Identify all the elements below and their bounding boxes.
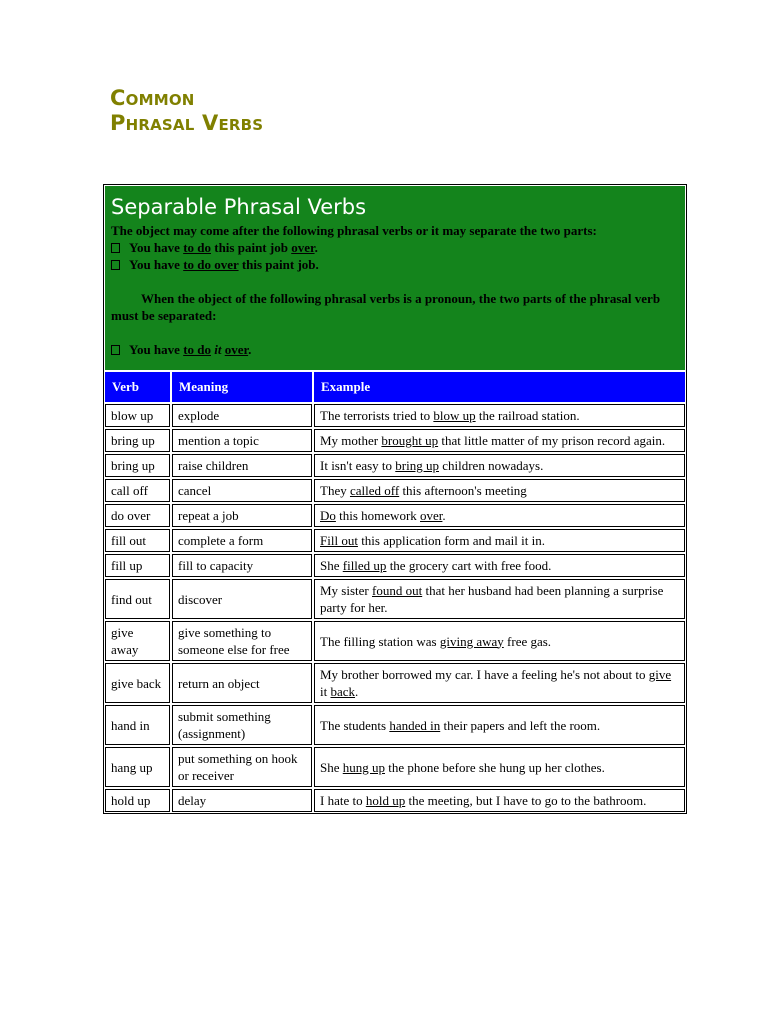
table-row bbox=[105, 404, 685, 427]
example-cell bbox=[314, 504, 685, 527]
title-line-2: Phrasal Verbs bbox=[110, 111, 264, 135]
example-2: You have to do over this paint job. bbox=[111, 256, 679, 273]
phrasal-verb-underlined: give bbox=[648, 667, 672, 682]
example-text: the phone before she hung up her clothes. bbox=[385, 759, 605, 775]
meaning-cell: repeat a job bbox=[172, 504, 312, 527]
bullet-box-icon bbox=[111, 243, 120, 253]
pronoun-rule-text: When the object of the following phrasal verbs is a pronoun, the two parts of the phrasal verb must be separated: bbox=[111, 291, 661, 323]
header-example: Example bbox=[314, 372, 685, 402]
header-verb: Verb bbox=[105, 372, 170, 402]
table-row bbox=[105, 529, 685, 552]
example-text: this application form and mail it in. bbox=[357, 533, 545, 548]
phrasal-verb-underlined: bring up bbox=[395, 458, 439, 473]
example-text: that her husband had been planning a surprise party for her. bbox=[320, 583, 664, 615]
verb-cell: bring up bbox=[105, 454, 170, 477]
example-cell bbox=[314, 705, 685, 745]
header-meaning: Meaning bbox=[172, 372, 312, 402]
example-cell bbox=[314, 663, 685, 703]
example-text: She bbox=[320, 759, 343, 775]
table-row bbox=[105, 621, 685, 661]
meaning-cell: cancel bbox=[172, 479, 312, 502]
example-text: this homework bbox=[335, 508, 421, 523]
example-text: the grocery cart with free food. bbox=[386, 558, 552, 573]
table-row bbox=[105, 579, 685, 619]
verb-cell: blow up bbox=[105, 404, 170, 427]
verb-cell: bring up bbox=[105, 429, 170, 452]
table-row bbox=[105, 705, 685, 745]
verb-cell: hold up bbox=[105, 789, 170, 812]
meaning-cell: return an object bbox=[172, 663, 312, 703]
example-cell bbox=[314, 529, 685, 552]
bullet-box-icon bbox=[111, 345, 120, 355]
example-text: I hate to bbox=[320, 793, 366, 808]
table-row bbox=[105, 429, 685, 452]
example-text: My brother borrowed my car. I have a feeling he's not about to bbox=[320, 667, 649, 682]
example-text: this afternoon's meeting bbox=[399, 483, 527, 498]
example-text: it bbox=[320, 684, 331, 699]
meaning-cell: delay bbox=[172, 789, 312, 812]
meaning-cell: submit something (assignment) bbox=[172, 705, 312, 745]
example-cell bbox=[314, 454, 685, 477]
meaning-cell: explode bbox=[172, 404, 312, 427]
table-row bbox=[105, 554, 685, 577]
example-cell bbox=[314, 404, 685, 427]
example-text: My mother bbox=[320, 433, 382, 448]
phrasal-verbs-box bbox=[103, 184, 687, 814]
example-text: My sister bbox=[320, 583, 372, 598]
example-cell bbox=[314, 429, 685, 452]
example-cell bbox=[314, 479, 685, 502]
example-text: children nowadays. bbox=[438, 458, 544, 473]
verb-cell: call off bbox=[105, 479, 170, 502]
document-title bbox=[110, 86, 263, 136]
verb-cell: find out bbox=[105, 579, 170, 619]
phrasal-verb-underlined: Do bbox=[320, 508, 336, 523]
verb-cell: do over bbox=[105, 504, 170, 527]
example-1: You have to do this paint job over. bbox=[111, 239, 679, 256]
verb-cell: give away bbox=[105, 621, 170, 661]
meaning-cell: put something on hook or receiver bbox=[172, 747, 312, 787]
verb-cell: hand in bbox=[105, 705, 170, 745]
panel-heading: Separable Phrasal Verbs bbox=[111, 195, 367, 219]
phrasal-verbs-table bbox=[103, 370, 687, 814]
phrasal-verb-underlined: hold up bbox=[365, 793, 406, 808]
example-text: The terrorists tried to bbox=[320, 408, 434, 423]
example-cell bbox=[314, 579, 685, 619]
phrasal-verb-underlined: handed in bbox=[389, 717, 441, 733]
phrasal-verb-underlined: found out bbox=[372, 583, 423, 598]
meaning-cell: fill to capacity bbox=[172, 554, 312, 577]
table-row bbox=[105, 789, 685, 812]
bullet-box-icon bbox=[111, 260, 120, 270]
table-header-row bbox=[105, 372, 685, 402]
example-text: free gas. bbox=[503, 633, 552, 649]
example-text: . bbox=[442, 508, 446, 523]
meaning-cell: give something to someone else for free bbox=[172, 621, 312, 661]
phrasal-verb-underlined: blow up bbox=[433, 408, 476, 423]
verb-cell: give back bbox=[105, 663, 170, 703]
intro-panel bbox=[105, 186, 685, 370]
phrasal-verb-underlined: Fill out bbox=[320, 533, 358, 548]
example-3: You have to do it over. bbox=[111, 341, 679, 358]
table-row bbox=[105, 454, 685, 477]
verb-cell: fill out bbox=[105, 529, 170, 552]
example-text: their papers and left the room. bbox=[440, 717, 601, 733]
example-text: The students bbox=[320, 717, 390, 733]
meaning-cell: complete a form bbox=[172, 529, 312, 552]
table-row bbox=[105, 504, 685, 527]
example-text: the railroad station. bbox=[475, 408, 580, 423]
table-row bbox=[105, 747, 685, 787]
example-text: It isn't easy to bbox=[320, 458, 396, 473]
intro-text: The object may come after the following phrasal verbs or it may separate the two parts: bbox=[111, 223, 597, 238]
meaning-cell: raise children bbox=[172, 454, 312, 477]
example-text: the meeting, but I have to go to the bathroom. bbox=[405, 793, 647, 808]
example-text: They bbox=[320, 483, 350, 498]
table-row bbox=[105, 663, 685, 703]
phrasal-verb-underlined: over bbox=[420, 508, 443, 523]
example-cell bbox=[314, 621, 685, 661]
phrasal-verb-underlined: hung up bbox=[342, 759, 385, 775]
example-text: that little matter of my prison record again. bbox=[438, 433, 666, 448]
title-line-1: Common bbox=[110, 86, 195, 110]
example-text: . bbox=[355, 684, 359, 699]
example-cell bbox=[314, 747, 685, 787]
table-row bbox=[105, 479, 685, 502]
meaning-cell: discover bbox=[172, 579, 312, 619]
verb-cell: fill up bbox=[105, 554, 170, 577]
phrasal-verb-underlined: giving away bbox=[439, 633, 504, 649]
example-cell bbox=[314, 554, 685, 577]
phrasal-verb-underlined: brought up bbox=[381, 433, 439, 448]
phrasal-verb-underlined: filled up bbox=[342, 558, 387, 573]
phrasal-verb-underlined: called off bbox=[349, 483, 400, 498]
example-text: The filling station was bbox=[320, 633, 440, 649]
verb-cell: hang up bbox=[105, 747, 170, 787]
example-text: She bbox=[320, 558, 343, 573]
example-cell bbox=[314, 789, 685, 812]
meaning-cell: mention a topic bbox=[172, 429, 312, 452]
phrasal-verb-underlined: back bbox=[330, 684, 356, 699]
